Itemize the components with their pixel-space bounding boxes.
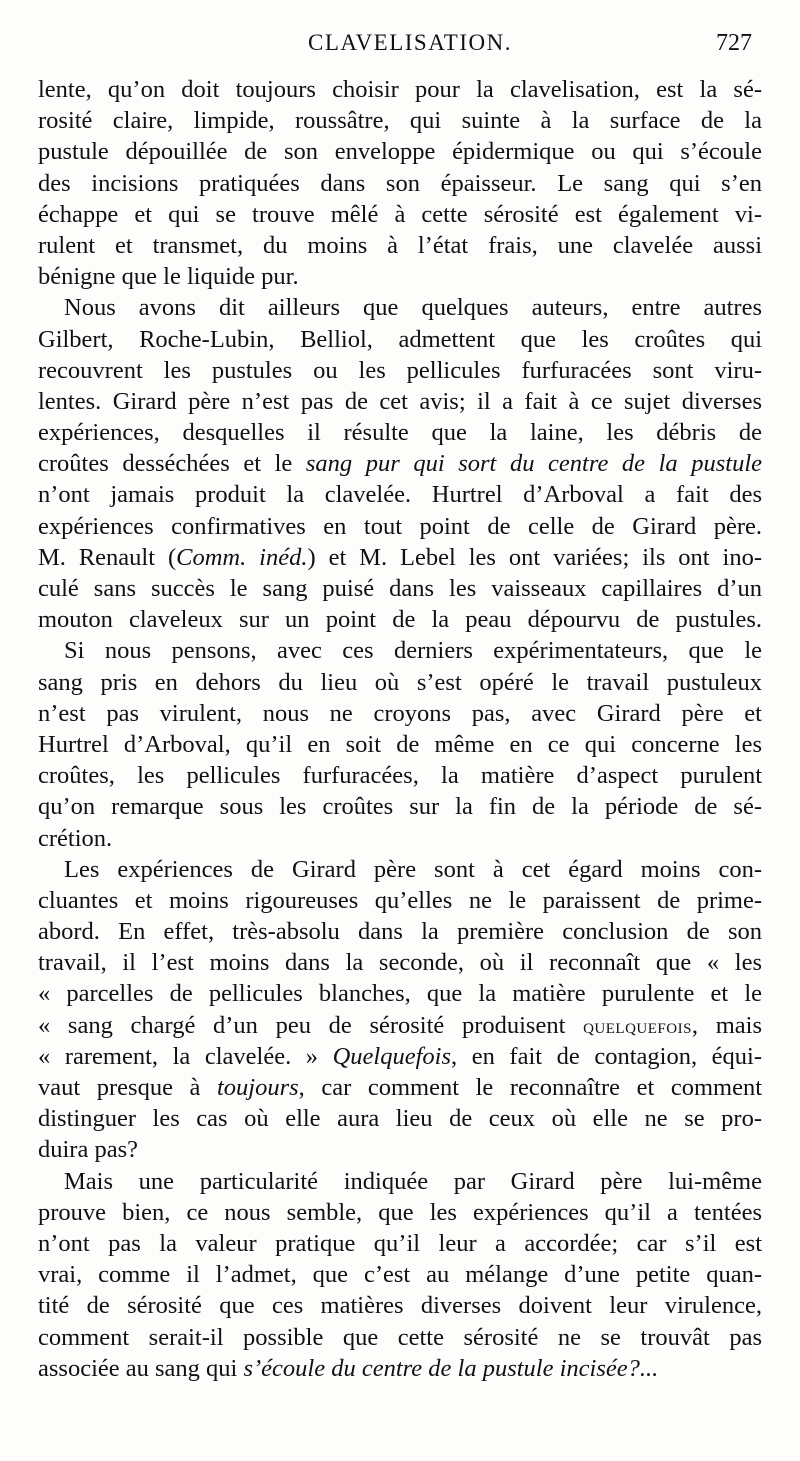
- text-line: [38, 448, 762, 479]
- text-line: [38, 854, 762, 885]
- text-segment: expériences confirmatives en tout point de celle de Girard père.: [38, 512, 762, 540]
- text-segment: n’ont pas la valeur pratique qu’il leur a accordée; car s’il est: [38, 1229, 762, 1257]
- text-segment: , en fait de contagion, équi-: [451, 1042, 762, 1070]
- text-segment: vaut presque à: [38, 1074, 217, 1101]
- text-segment: culé sans succès le sang puisé dans les vaisseaux capillaires d’un: [38, 575, 762, 602]
- small-caps-text: quelquefois: [583, 1013, 692, 1038]
- page-body-text: [38, 74, 762, 1384]
- text-line: [38, 386, 762, 417]
- italic-text: Comm. inéd.: [176, 543, 308, 571]
- text-line: [38, 355, 762, 386]
- text-line: [38, 479, 762, 510]
- text-line: [38, 1103, 762, 1134]
- text-line: [38, 417, 762, 448]
- text-line: [38, 1353, 762, 1384]
- text-segment: sang pris en dehors du lieu où s’est opéré le travail pustuleux: [38, 668, 762, 696]
- text-line: [38, 168, 762, 199]
- text-line: [38, 1290, 762, 1321]
- text-line: [38, 729, 762, 760]
- text-line: [38, 230, 762, 261]
- text-segment: prouve bien, ce nous semble, que les expériences qu’il a tentées: [38, 1198, 762, 1226]
- text-segment: travail, il l’est moins dans la seconde, où il reconnaît que « les: [38, 949, 762, 977]
- text-segment: tité de sérosité que ces matières diverses doivent leur virulence,: [38, 1292, 762, 1320]
- text-line: [38, 324, 762, 355]
- text-segment: associée au sang qui: [38, 1354, 244, 1382]
- text-segment: « parcelles de pellicules blanches, que la matière purulente et le: [38, 980, 762, 1008]
- text-line: [38, 199, 762, 230]
- text-segment: expériences, desquelles il résulte que la laine, les débris de: [38, 419, 762, 447]
- text-line: [38, 573, 762, 604]
- text-segment: lente, qu’on doit toujours choisir pour la clavelisation, est la sé-: [38, 76, 762, 103]
- text-segment: n’ont jamais produit la clavelée. Hurtrel d’Arboval a fait des: [38, 481, 762, 509]
- text-segment: rosité claire, limpide, roussâtre, qui suinte à la surface de la: [38, 107, 762, 135]
- text-line: [38, 1134, 762, 1165]
- text-segment: pustule dépouillée de son enveloppe épidermique ou qui s’écoule: [38, 138, 762, 166]
- text-segment: « rarement, la clavelée. »: [38, 1042, 333, 1070]
- text-segment: distinguer les cas où elle aura lieu de ceux où elle ne se pro-: [38, 1105, 762, 1133]
- text-segment: duira pas?: [38, 1136, 138, 1164]
- text-line: [38, 1072, 762, 1103]
- text-line: [38, 74, 762, 105]
- text-line: [38, 698, 762, 729]
- text-line: [38, 511, 762, 542]
- text-line: [38, 791, 762, 822]
- text-line: [38, 261, 762, 292]
- page-header: [40, 30, 760, 64]
- italic-text: Quelquefois: [332, 1042, 452, 1070]
- text-segment: , mais: [691, 1011, 762, 1039]
- text-line: [38, 916, 762, 947]
- text-line: [38, 1010, 762, 1041]
- text-line: [38, 760, 762, 791]
- text-line: [38, 604, 762, 635]
- text-line: [38, 1041, 762, 1072]
- text-segment: Si nous pensons, avec ces derniers expérimentateurs, que le: [64, 637, 762, 665]
- text-segment: , car comment le reconnaître et comment: [298, 1074, 762, 1101]
- text-segment: Hurtrel d’Arboval, qu’il en soit de même en ce qui concerne les: [38, 730, 762, 758]
- text-segment: recouvrent les pustules ou les pellicules furfuracées sont viru-: [38, 356, 762, 384]
- text-line: [38, 1322, 762, 1353]
- text-segment: des incisions pratiquées dans son épaisseur. Le sang qui s’en: [38, 169, 762, 197]
- text-segment: échappe et qui se trouve mêlé à cette sérosité est également vi-: [38, 200, 762, 228]
- text-line: [38, 542, 762, 573]
- text-segment: vrai, comme il l’admet, que c’est au mélange d’une petite quan-: [38, 1261, 762, 1289]
- text-segment: n’est pas virulent, nous ne croyons pas, avec Girard père et: [38, 699, 762, 727]
- text-line: [38, 667, 762, 698]
- text-line: [38, 1197, 762, 1228]
- text-segment: « sang chargé d’un peu de sérosité produisent: [38, 1011, 584, 1039]
- text-segment: mouton claveleux sur un point de la peau dépourvu de pustules.: [38, 606, 762, 634]
- text-line: [38, 1228, 762, 1259]
- text-segment: Mais une particularité indiquée par Girard père lui-même: [64, 1167, 762, 1195]
- text-segment: qu’on remarque sous les croûtes sur la fin de la période de sé-: [38, 793, 762, 821]
- text-segment: Gilbert, Roche-Lubin, Belliol, admettent que les croûtes qui: [38, 325, 762, 353]
- italic-text: s’écoule du centre de la pustule incisée?...: [243, 1354, 659, 1382]
- text-line: [38, 885, 762, 916]
- text-line: [38, 1166, 762, 1197]
- text-segment: Les expériences de Girard père sont à cet égard moins con-: [64, 855, 762, 883]
- text-segment: Nous avons dit ailleurs que quelques auteurs, entre autres: [64, 294, 762, 322]
- text-segment: ) et M. Lebel les ont variées; ils ont ino-: [307, 543, 762, 571]
- text-line: [38, 823, 762, 854]
- text-segment: lentes. Girard père n’est pas de cet avis; il a fait à ce sujet diverses: [38, 387, 762, 415]
- text-segment: rulent et transmet, du moins à l’état frais, une clavelée aussi: [38, 231, 762, 259]
- text-segment: croûtes desséchées et le: [38, 450, 306, 478]
- text-line: [38, 1259, 762, 1290]
- text-line: [38, 635, 762, 666]
- text-line: [38, 292, 762, 323]
- italic-text: sang pur qui sort du centre de la pustule: [305, 450, 762, 478]
- italic-text: toujours: [216, 1074, 299, 1101]
- text-segment: croûtes, les pellicules furfuracées, la matière d’aspect purulent: [38, 762, 762, 790]
- text-line: [38, 978, 762, 1009]
- text-line: [38, 947, 762, 978]
- text-line: [38, 136, 762, 167]
- running-title: CLAVELISATION.: [308, 30, 512, 55]
- text-segment: M. Renault (: [38, 543, 177, 571]
- page-number: 727: [716, 30, 752, 56]
- text-line: [38, 105, 762, 136]
- text-segment: comment serait-il possible que cette sérosité ne se trouvât pas: [38, 1323, 762, 1351]
- text-segment: abord. En effet, très-absolu dans la première conclusion de son: [38, 918, 762, 946]
- text-segment: bénigne que le liquide pur.: [38, 263, 299, 291]
- text-segment: cluantes et moins rigoureuses qu’elles ne le paraissent de prime-: [38, 886, 762, 914]
- text-segment: crétion.: [38, 824, 113, 852]
